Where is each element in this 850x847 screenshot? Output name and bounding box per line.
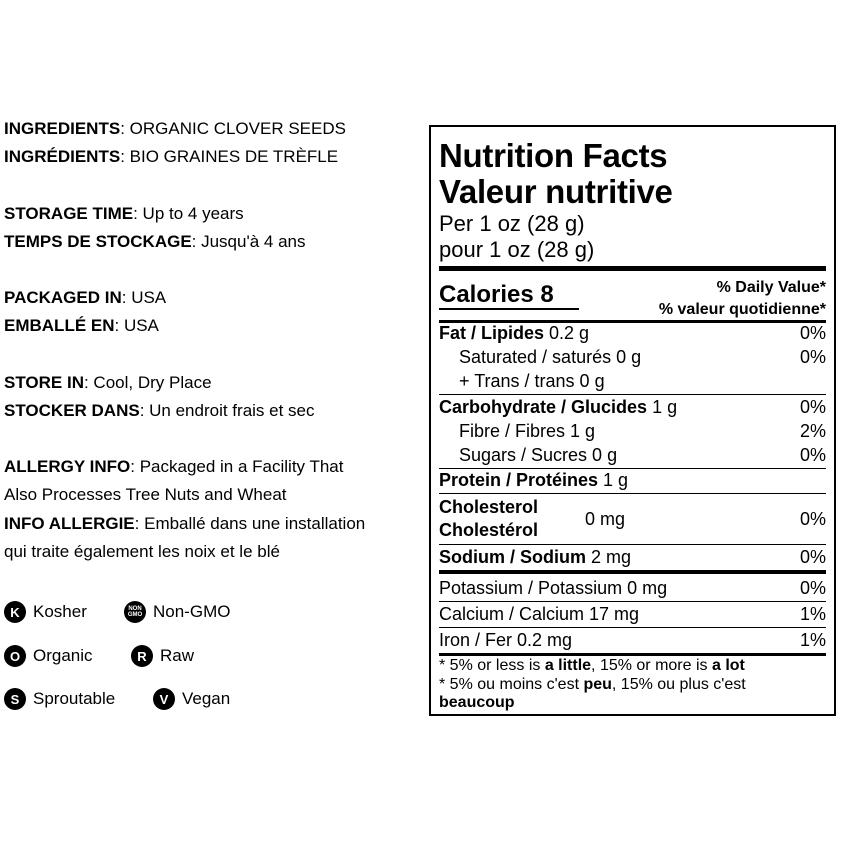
vegan-icon: V [153, 688, 175, 710]
divider [439, 627, 826, 628]
divider [439, 468, 826, 469]
non-gmo-badge: NON GMO Non-GMO [124, 601, 230, 623]
dv-header-fr: % valeur quotidienne* [658, 301, 826, 318]
footnote-en: * 5% or less is a little, 15% or more is a lot [439, 657, 745, 674]
sproutable-icon: S [4, 688, 26, 710]
vegan-badge: V Vegan [153, 688, 230, 710]
organic-badge: O Organic [4, 645, 93, 667]
store-fr: STOCKER DANS: Un endroit frais et sec [4, 401, 315, 420]
sproutable-badge: S Sproutable [4, 688, 115, 710]
packaged-fr: EMBALLÉ EN: USA [4, 316, 159, 335]
dv-header-en: % Daily Value* [716, 279, 826, 296]
thick-rule [439, 266, 826, 271]
ingredients-fr: INGRÉDIENTS: BIO GRAINES DE TRÈFLE [4, 147, 339, 166]
nutrition-facts-table: Nutrition Facts Valeur nutritive Per 1 oz (28 g) pour 1 oz (28 g) Calories 8 % Daily Value* % valeur quotidienne* Fat / Lipides 0.2 g 0% Saturated / saturés 0 g 0% + Trans / trans 0 g Carbohydrate / Glucides 1 g 0% Fibre / Fibres 1 g 2% Sugars / Sucres 0 g 0% Protein / Protéines 1 g Cholesterol Cholestérol 0 mg 0% Sodium / Sodium 2 mg 0% Potassium / Potassium 0 mg 0% Calcium / Calcium 17 mg 1% Iron / Fer 0.2 mg 1% * 5% or less is a little, 15% or more is a lot * 5% ou moins c'est peu, 15% ou plus c'est beaucoup [429, 125, 836, 716]
serving-en: Per 1 oz (28 g) [439, 211, 585, 236]
divider [439, 394, 826, 395]
nutrition-title-en: Nutrition Facts [439, 137, 668, 174]
divider [439, 653, 826, 656]
kosher-badge: K Kosher [4, 601, 87, 623]
allergy-fr-2: qui traite également les noix et le blé [4, 542, 280, 561]
footnote-fr: * 5% ou moins c'est peu, 15% ou plus c'est [439, 676, 746, 693]
allergy-fr: INFO ALLERGIE: Emballé dans une installation [4, 514, 366, 533]
footnote-fr-2: beaucoup [439, 694, 515, 711]
non-gmo-icon: NON GMO [124, 601, 146, 623]
divider [439, 601, 826, 602]
divider [439, 544, 826, 545]
calories-underline [439, 308, 579, 310]
kosher-icon: K [4, 601, 26, 623]
organic-icon: O [4, 645, 26, 667]
allergy-en: ALLERGY INFO: Packaged in a Facility That [4, 457, 344, 476]
raw-badge: R Raw [131, 645, 194, 667]
store-en: STORE IN: Cool, Dry Place [4, 373, 212, 392]
nutrition-title-fr: Valeur nutritive [439, 173, 673, 210]
storage-fr: TEMPS DE STOCKAGE: Jusqu'à 4 ans [4, 232, 306, 251]
calories: Calories 8 [439, 281, 554, 308]
serving-fr: pour 1 oz (28 g) [439, 237, 595, 262]
divider [439, 493, 826, 494]
packaged-en: PACKAGED IN: USA [4, 288, 167, 307]
allergy-en-2: Also Processes Tree Nuts and Wheat [4, 485, 287, 504]
storage-en: STORAGE TIME: Up to 4 years [4, 204, 244, 223]
ingredients-en: INGREDIENTS: ORGANIC CLOVER SEEDS [4, 119, 346, 138]
raw-icon: R [131, 645, 153, 667]
thick-rule [439, 570, 826, 574]
